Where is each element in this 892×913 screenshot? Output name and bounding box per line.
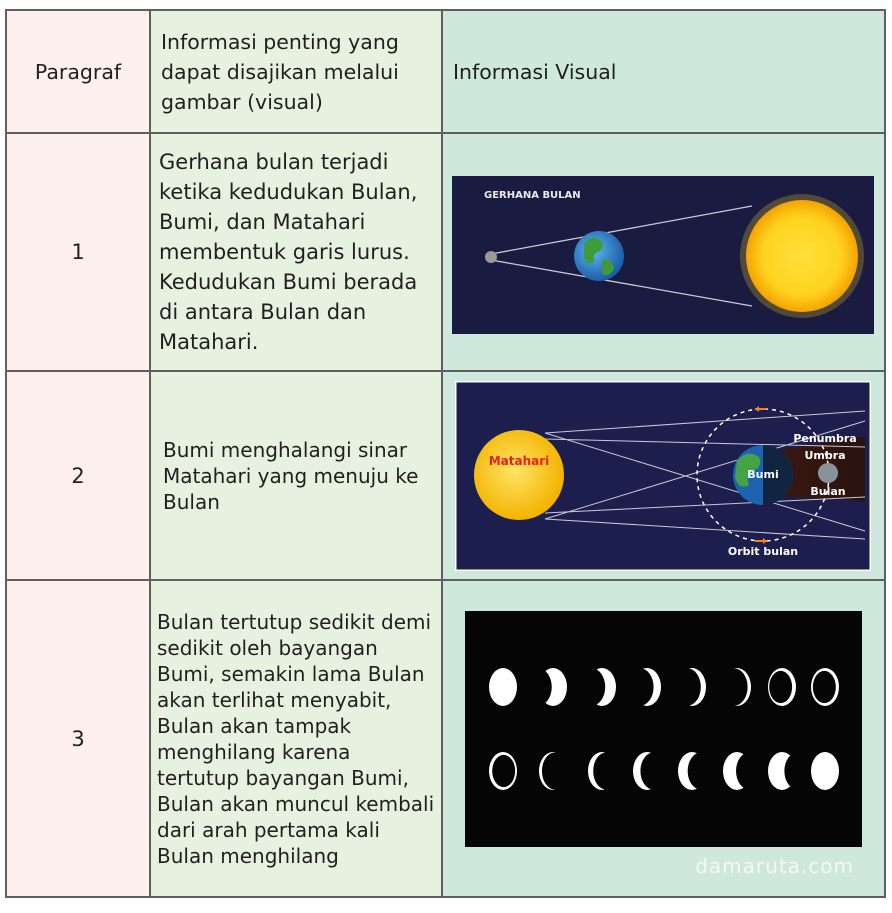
earth-shadow-mask xyxy=(640,752,667,789)
earth-shadow-diagram xyxy=(455,381,871,571)
eclipse-phases-photo xyxy=(465,611,862,847)
sun-icon xyxy=(474,430,564,520)
paragraph-number: 3 xyxy=(71,726,85,751)
paragraph-number: 1 xyxy=(71,240,85,264)
label-bulan: Bulan xyxy=(810,485,846,498)
earth-icon xyxy=(574,231,624,281)
header-paragraf: Paragraf xyxy=(34,59,122,84)
sun-icon xyxy=(746,200,858,312)
moon-phase-icon xyxy=(489,668,517,706)
moon-icon xyxy=(818,463,838,483)
earth-shadow-mask xyxy=(784,752,811,789)
table-row xyxy=(6,580,885,897)
content-table xyxy=(5,9,886,898)
earth-shadow-mask xyxy=(593,752,620,789)
paragraph-number: 2 xyxy=(71,463,85,488)
label-bumi: Bumi xyxy=(747,468,779,481)
table-row xyxy=(6,371,885,580)
label-penumbra: Penumbra xyxy=(793,432,857,445)
header-informasi-visual: Informasi Visual xyxy=(453,59,617,84)
earth-shadow-mask xyxy=(736,752,763,789)
label-matahari: Matahari xyxy=(488,454,550,468)
moon-icon xyxy=(485,251,497,263)
earth-shadow-mask xyxy=(674,668,701,705)
earth-shadow-mask xyxy=(492,755,515,787)
lunar-eclipse-diagram xyxy=(452,176,874,334)
earth-shadow-mask xyxy=(542,752,569,789)
table-row xyxy=(6,133,885,371)
watermark: damaruta.com xyxy=(695,854,854,878)
earth-shadow-mask xyxy=(525,668,552,705)
earth-shadow-mask xyxy=(688,752,715,789)
earth-shadow-mask xyxy=(769,671,792,703)
moon-phase-icon xyxy=(811,752,839,790)
row-text: Bulan tertutup sedikit demi sedikit oleh bayangan Bumi, semakin lama Bulan akan terlihat menyabit, Bulan akan tampak menghilang karena tertutup bayangan Bumi, Bulan akan muncul kembali dari arah pertama kali Bulan menghilang xyxy=(157,609,435,868)
earth-shadow-mask xyxy=(579,668,606,705)
row-text: Gerhana bulan terjadi ketika kedudukan Bulan, Bumi, dan Matahari membentuk garis lurus. Kedudukan Bumi berada di antara Bulan dan Matahari. xyxy=(159,150,418,354)
earth-shadow-mask xyxy=(627,668,654,705)
earth-shadow-mask xyxy=(813,671,836,703)
earth-shadow-mask xyxy=(721,668,748,705)
label-orbit-bulan: Orbit bulan xyxy=(727,545,799,558)
header-informasi-penting: Informasi penting yang dapat disajikan melalui gambar (visual) xyxy=(161,29,399,114)
header-row xyxy=(6,10,885,133)
diagram-title: GERHANA BULAN xyxy=(484,190,581,201)
label-umbra: Umbra xyxy=(804,449,846,462)
row-text: Bumi menghalangi sinar Matahari yang menuju ke Bulan xyxy=(163,437,419,514)
